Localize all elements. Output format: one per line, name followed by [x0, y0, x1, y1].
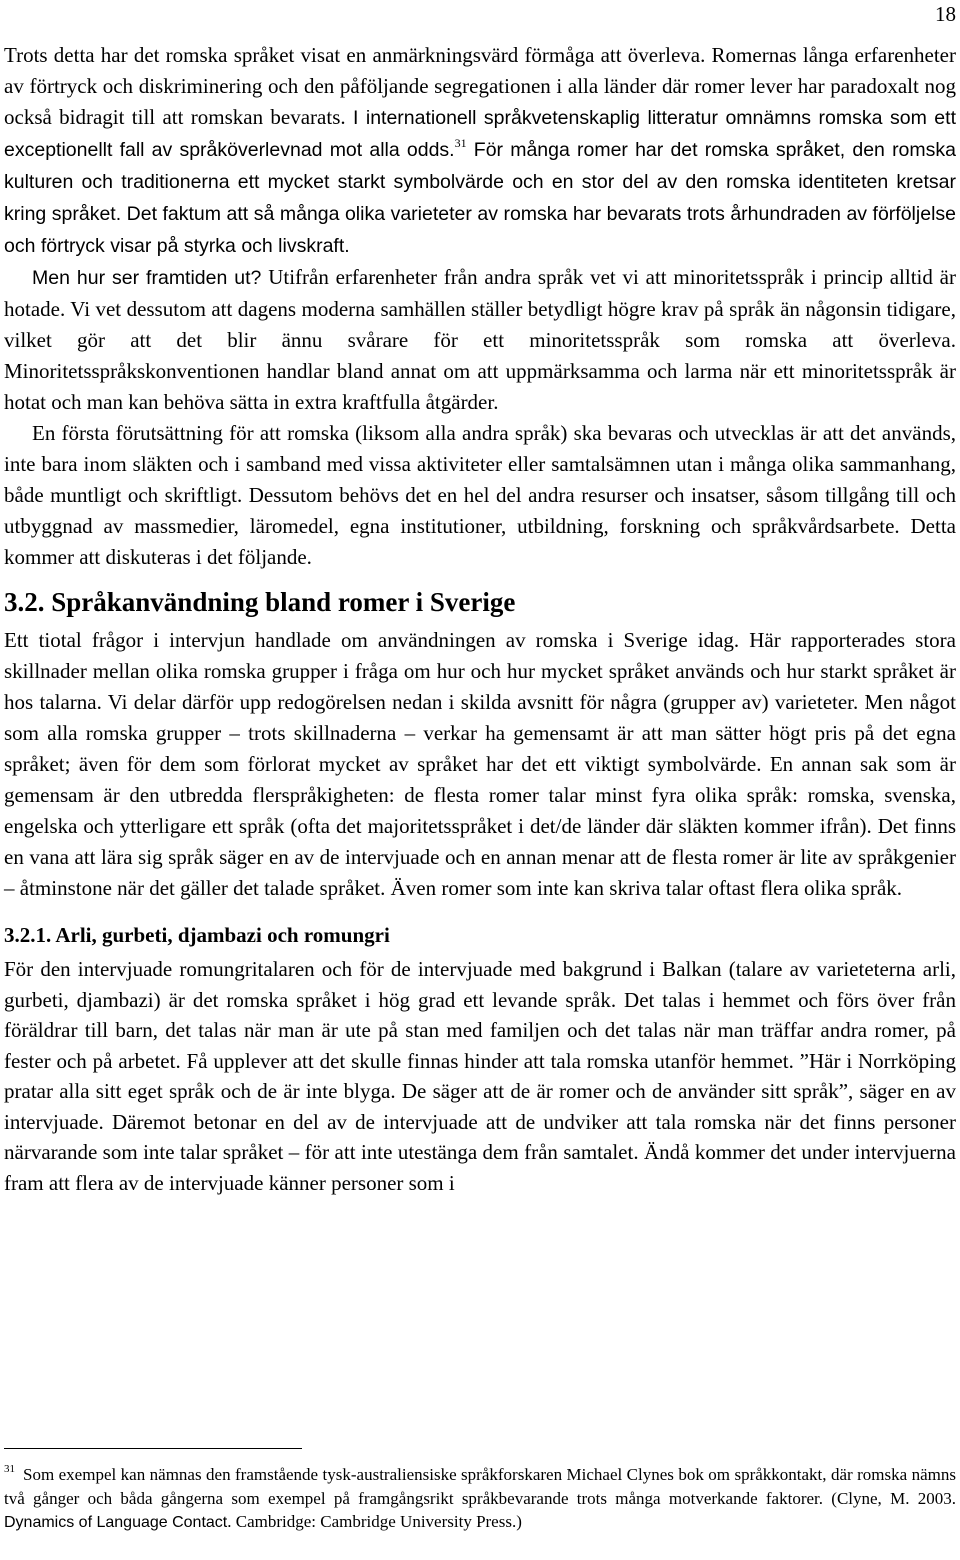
footnote-31: [4, 1463, 956, 1535]
document-body: [4, 40, 956, 1198]
footnote-divider: [4, 1448, 302, 1449]
footnote-text: Som exempel kan nämnas den framstående tysk-australiensiske språkforskaren Michael Clynes bok om språkkontakt, där romska nämns två gånger och båda gångerna som exempel på framgångsrikt språkbevarande trots många motverkande faktorer. (Clyne, M. 2003.: [4, 1465, 956, 1508]
section-heading: 3.2. Språkanvändning bland romer i Sverige: [4, 587, 516, 617]
paragraph-arli-gurbeti: För den intervjuade romungritalaren och för de intervjuade med bakgrund i Balkan (talare av varieteterna arli, gurbeti, djambazi) är det romska språket i hög grad ett levande språk. Det talas i hemmet och förs över från föräldrar till barn, det talas när man är ute på stan med familjen och det talas när man träffar andra romer, på fester och på arbetet. Få upplever att det skulle finnas hinder att tala romska utanför hemmet. ”Här i Norrköping pratar alla sitt eget språk och de är inte blyga. De säger att de är romer och de använder sitt språk”, säger en av intervjuade. Däremot betonar en del av de intervjuade att de undviker att tala romska när det finns personer närvarande som inte talar språket – för att inte utestänga dem från samtalet. Ändå kommer det under intervjuerna fram att flera av de intervjuade känner personer som i: [4, 957, 956, 1195]
paragraph-prerequisite: En första förutsättning för att romska (liksom alla andra språk) ska bevaras och utvecklas är att det används, inte bara inom släkten och i samband med vissa aktiviteter eller samtalsämnen utan i många olika sammanhang, både muntligt och skriftligt. Dessutom behövs det en hel del andra resurser och insatser, såsom tillgång till och utbyggnad av massmedier, läromedel, egna institutioner, utbildning, forskning och språkvårdsarbete. Detta kommer att diskuteras i det följande.: [4, 421, 956, 569]
footnote-text: . Cambridge: Cambridge University Press.): [227, 1512, 522, 1531]
paragraph-language-use: Ett tiotal frågor i intervjun handlade om användningen av romska i Sverige idag. Här rapporterades stora skillnader mellan olika romska grupper i fråga om hur och hur mycket språket används och hur starkt språket är hos talarna. Vi delar därför upp redogörelsen nedan i skilda avsnitt för några (grupper av) varieteter. Men något som alla romska grupper – trots skillnaderna – verkar ha gemensamt är att man sätter högt pris på det egna språket; även för dem som förlorat mycket av språket har det ett viktigt symbolvärde. En annan sak som är gemensam är den utbredda flerspråkigheten: de flesta romer talar minst fyra olika språk: romska, svenska, engelska och ytterligare ett språk (ofta det majoritetsspråket i det/de länder där släkten kommer ifrån). Det finns en vana att lära sig språk säger en av de intervjuade och en annan menar att de flesta romer är lite av språkgenier – åtminstone när det gäller det talade språket. Även romer som inte kan skriva talar oftast flera olika språk.: [4, 628, 956, 900]
footnote-cited-title: Dynamics of Language Contact: [4, 1514, 228, 1531]
paragraph-text: Men hur ser framtiden ut?: [32, 267, 262, 289]
footnotes: [4, 1448, 956, 1535]
paragraph-future: [4, 262, 956, 418]
footnote-reference[interactable]: 31: [454, 136, 467, 150]
subsection-heading: 3.2.1. Arli, gurbeti, djambazi och romungri: [4, 923, 390, 947]
footnote-number: 31: [4, 1463, 15, 1475]
paragraph-text: Utifrån erfarenheter från andra språk vet vi att minoritetsspråk i princip alltid är hotade. Vi vet dessutom att dagens moderna samhällen ställer betydligt högre krav på språk än någonsin tidigare, vilket gör att det blir ännu svårare för ett minoritetsspråk som romska att överleva. Minoritetsspråkskonventionen handlar bland annat om att uppmärksamma och larma när ett minoritetsspråk är hotat och man kan behöva sätta in extra kraftfulla åtgärder.: [4, 265, 956, 414]
paragraph-text: Trots detta har det romska språket visat en anmärkningsvärd förmåga att överleva. Romernas långa erfarenheter av förtryck och diskriminering och den påföljande segregationen i alla länder där romer lever har paradoxalt nog också bidragit till att romskan bevarats.: [4, 43, 956, 129]
paragraph-text: I internationell språkvetenskaplig litteratur omnämns romska som ett exceptionellt fall av språköverlevnad mot alla odds.: [4, 107, 956, 161]
page-number: 18: [935, 2, 956, 26]
paragraph-text: För många romer har det romska språket, den romska kulturen och traditionerna ett mycket starkt symbolvärde och en stor del av den romska identiteten kretsar kring språket. Det faktum att så många olika varieteter av romska har bevarats trots århundraden av förföljelse och förtryck visar på styrka och livskraft.: [4, 139, 956, 257]
paragraph-survival: [4, 40, 956, 262]
